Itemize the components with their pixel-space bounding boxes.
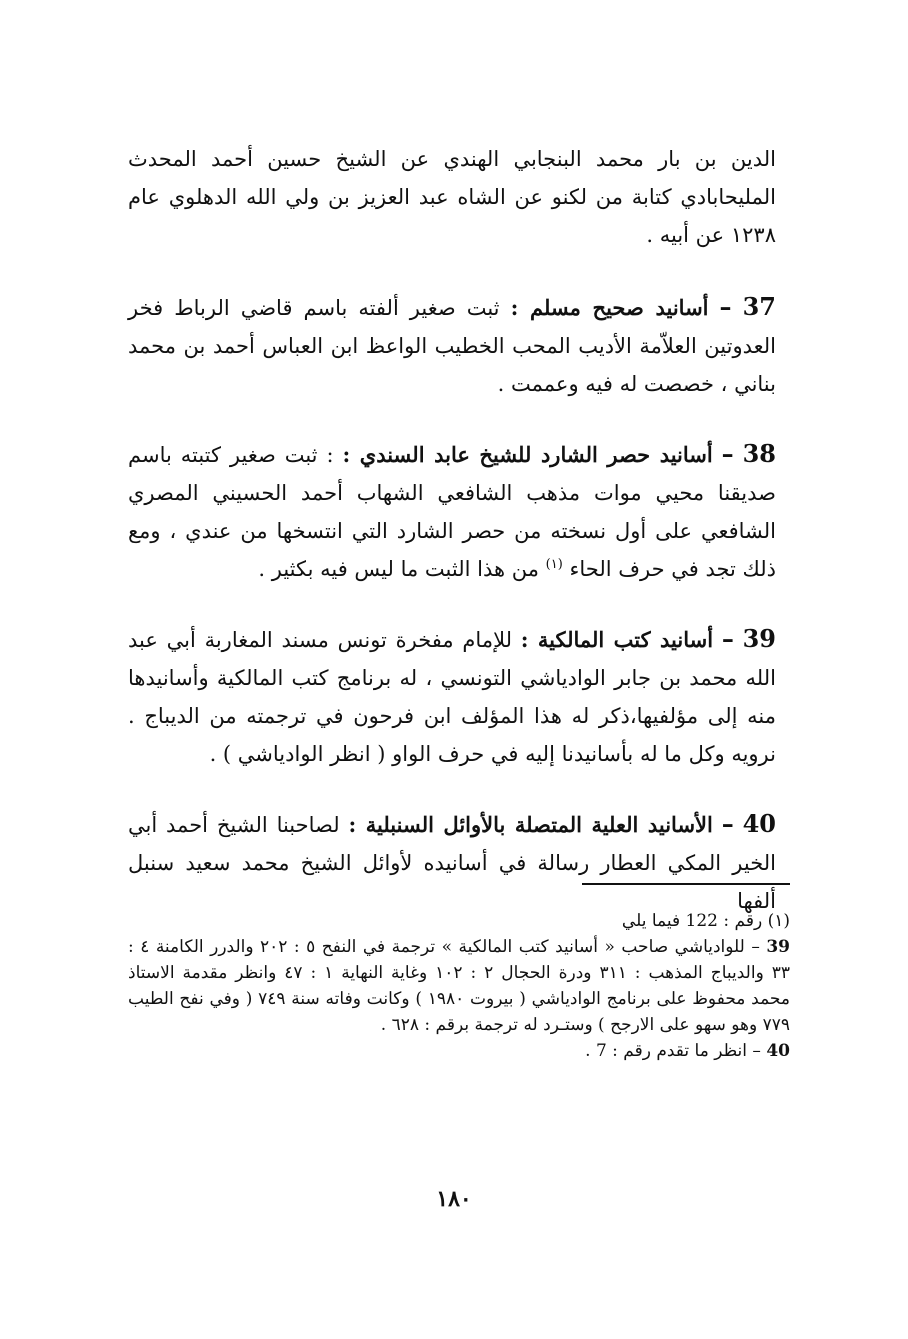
entry-text: لصاحبنا الشيخ أحمد أبي الخير المكي العطار رسالة في أسانيده لأوائل الشيخ محمد سعيد سنبل ألفها — [128, 813, 776, 913]
entry-dash: – — [721, 624, 734, 653]
entry-dash: – — [721, 439, 734, 468]
footnote-1 — [128, 908, 790, 934]
entry-39 — [128, 620, 776, 773]
footnote-text: للوادياشي صاحب « أسانيد كتب المالكية » ترجمة في النفح ٥ : ٢٠٢ والدرر الكامنة ٤ : ٣٣ والديباج المذهب : ٣١١ ودرة الحجال ٢ : ١٠٢ وغاية النهاية ١ : ٤٧ وانظر مقدمة الاستاذ محمد محفوظ على برنامج الوادياشي ( بيروت ١٩٨٠ ) وكانت وفاته سنة ٧٤٩ ( وفي نفح الطيب ٧٧٩ وهو سهو على الارجح ) وستـرد له ترجمة برقم : ٦٢٨ . — [128, 937, 790, 1035]
entry-number: 37 — [742, 292, 776, 321]
footnote-dash: – — [751, 937, 760, 957]
entry-text: ثبت صغير ألفته باسم قاضي الرباط فخر العدوتين العلاّمة الأديب المحب الخطيب الواعظ ابن العباس أحمد بن محمد بناني ، خصصت له فيه وعممت . — [128, 296, 776, 396]
entry-number: 39 — [742, 624, 776, 653]
entry-text: للإمام مفخرة تونس مسند المغاربة أبي عبد الله محمد بن جابر الوادياشي التونسي ، له برنامج كتب المالكية وأسانيدها منه إلى مؤلفيها،ذكر له هذا المؤلف ابن فرحون في ترجمته من الديباج . نرويه وكل ما له بأسانيدنا إليه في حرف الواو ( انظر الوادياشي ) . — [128, 628, 776, 766]
footnote-divider — [582, 883, 790, 885]
entry-heading: الأسانيد العلية المتصلة بالأوائل السنبلية : — [348, 812, 713, 837]
entry-number: 40 — [742, 809, 776, 838]
entry-38 — [128, 435, 776, 588]
paragraph-continuation — [128, 140, 776, 254]
footnote-39 — [128, 934, 790, 1038]
entry-number: 38 — [742, 439, 776, 468]
entry-heading: أسانيد صحيح مسلم : — [510, 295, 709, 320]
footnote-text: رقم : 122 فيما يلي — [621, 911, 763, 931]
entry-heading: أسانيد حصر الشارد للشيخ عابد السندي : — [342, 442, 713, 467]
paragraph-text: الدين بن بار محمد البنجابي الهندي عن الشيخ حسين أحمد المحدث المليحابادي كتابة من لكنو عن الشاه عبد العزيز بن ولي الله الدهلوي عام ١٢٣٨ عن أبيه . — [128, 147, 776, 247]
footnote-marker[interactable]: (١) — [545, 557, 563, 572]
main-text — [128, 140, 776, 952]
footnotes — [128, 908, 790, 1064]
entry-dash: – — [719, 292, 732, 321]
footnote-label: 40 — [766, 1041, 790, 1061]
entry-dash: – — [721, 809, 734, 838]
entry-40 — [128, 805, 776, 920]
entry-text: : ثبت صغير كتبته باسم صديقنا محيي موات مذهب الشافعي الشهاب أحمد الحسيني المصري الشافعي على أول نسخته من حصر الشارد التي انتسخها من عندي ، ومع ذلك تجد في حرف الحاء — [128, 443, 776, 581]
entry-text-continued: من هذا الثبت ما ليس فيه بكثير . — [258, 557, 539, 581]
footnote-40 — [128, 1038, 790, 1064]
page-number: ١٨٠ — [436, 1186, 472, 1212]
entry-heading: أسانيد كتب المالكية : — [520, 627, 714, 652]
footnote-dash: – — [752, 1041, 761, 1061]
footnote-label: (١) — [767, 911, 790, 931]
footnote-label: 39 — [766, 937, 791, 957]
footnote-text: انظر ما تقدم رقم : 7 . — [585, 1041, 748, 1061]
entry-37 — [128, 288, 776, 403]
